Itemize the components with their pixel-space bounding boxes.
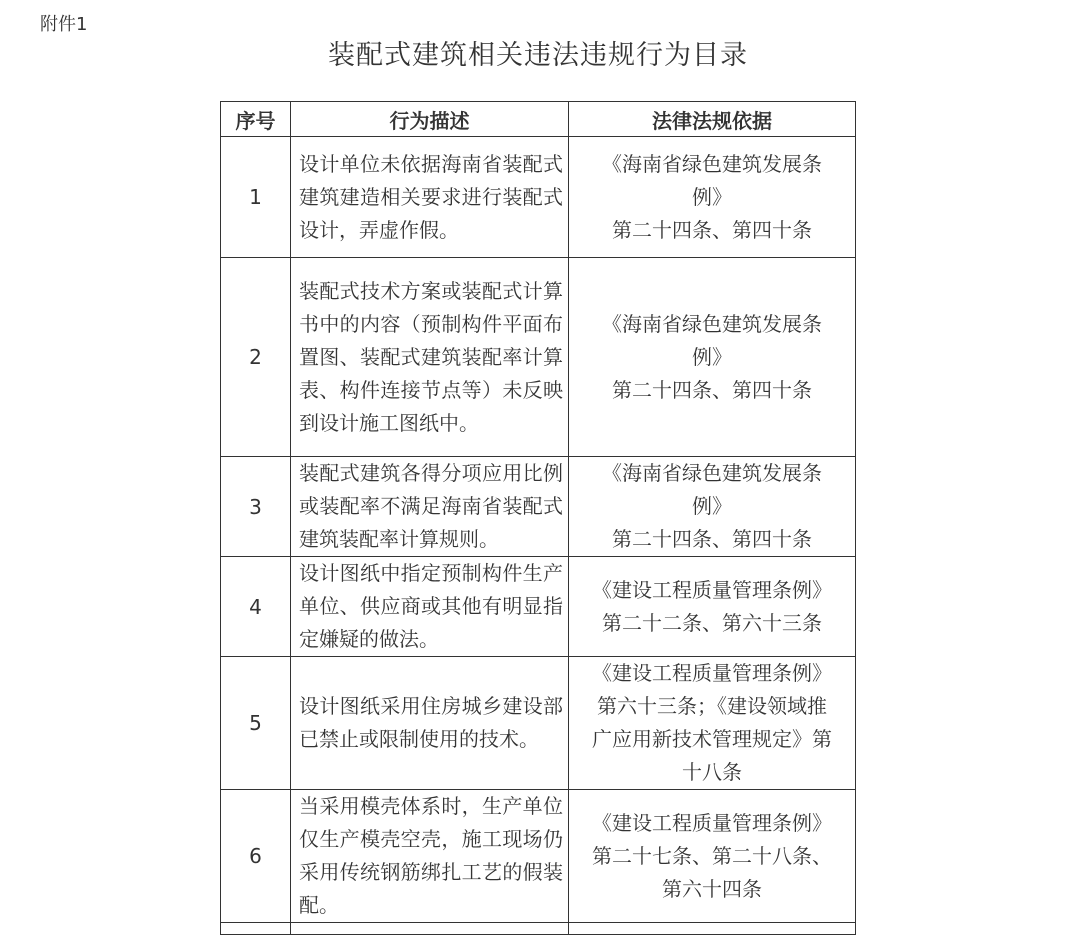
row-serial-number: 6 <box>221 790 291 923</box>
attachment-label: 附件1 <box>40 14 88 35</box>
legal-basis-line: 《海南省绿色建筑发展条 <box>602 311 822 336</box>
row-behavior-description: 设计单位未依据海南省装配式建筑建造相关要求进行装配式设计，弄虚作假。 <box>291 137 569 258</box>
legal-basis-line: 第二十七条、第二十八条、 <box>592 843 832 868</box>
row-behavior-description: 设计图纸中指定预制构件生产单位、供应商或其他有明显指定嫌疑的做法。 <box>291 557 569 657</box>
legal-basis-line: 《建设工程质量管理条例》 <box>592 661 832 685</box>
legal-basis-line: 第二十四条、第四十条 <box>612 527 812 551</box>
partial-cell <box>291 923 569 935</box>
row-serial-number: 2 <box>221 258 291 457</box>
legal-basis-line: 广应用新技术管理规定》第 <box>592 727 832 751</box>
legal-basis-line: 《建设工程质量管理条例》 <box>592 577 832 602</box>
header-serial-number: 序号 <box>221 102 291 137</box>
table-row <box>221 457 856 557</box>
table-body <box>221 137 856 935</box>
row-serial-number: 3 <box>221 457 291 557</box>
legal-basis-line: 第六十四条 <box>662 876 762 901</box>
legal-basis-line: 第六十三条；《建设领域推 <box>597 694 827 718</box>
legal-basis-line: 第二十四条、第四十条 <box>612 377 812 402</box>
legal-basis-line: 《海南省绿色建筑发展条 <box>602 151 822 176</box>
header-behavior-description: 行为描述 <box>291 102 569 137</box>
row-legal-basis <box>569 457 856 557</box>
row-serial-number: 1 <box>221 137 291 258</box>
legal-basis-line: 第二十四条、第四十条 <box>612 217 812 242</box>
row-behavior-description: 当采用模壳体系时，生产单位仅生产模壳空壳，施工现场仍采用传统钢筋绑扎工艺的假装配。 <box>291 790 569 923</box>
legal-basis-line: 十八条 <box>682 760 742 784</box>
legal-basis-line: 《海南省绿色建筑发展条 <box>602 461 822 485</box>
table-row-partial <box>221 923 856 935</box>
partial-cell <box>221 923 291 935</box>
legal-basis-line: 例》 <box>692 344 732 369</box>
table-row <box>221 258 856 457</box>
row-serial-number: 5 <box>221 657 291 790</box>
legal-basis-line: 例》 <box>692 184 732 209</box>
table-row <box>221 137 856 258</box>
partial-cell <box>569 923 856 935</box>
legal-basis-line: 例》 <box>692 494 732 518</box>
row-serial-number: 4 <box>221 557 291 657</box>
row-behavior-description: 设计图纸采用住房城乡建设部已禁止或限制使用的技术。 <box>291 657 569 790</box>
row-legal-basis <box>569 557 856 657</box>
row-behavior-description: 装配式技术方案或装配式计算书中的内容（预制构件平面布置图、装配式建筑装配率计算表、构件连接节点等）未反映到设计施工图纸中。 <box>291 258 569 457</box>
row-legal-basis <box>569 258 856 457</box>
legal-basis-line: 《建设工程质量管理条例》 <box>592 810 832 835</box>
row-legal-basis <box>569 790 856 923</box>
header-legal-basis: 法律法规依据 <box>569 102 856 137</box>
legal-basis-line: 第二十二条、第六十三条 <box>602 610 822 635</box>
table-row <box>221 657 856 790</box>
row-legal-basis <box>569 657 856 790</box>
table-header-row <box>221 102 856 137</box>
row-legal-basis <box>569 137 856 258</box>
document-title: 装配式建筑相关违法违规行为目录 <box>328 40 748 71</box>
violations-table <box>220 101 856 935</box>
table-row <box>221 557 856 657</box>
row-behavior-description: 装配式建筑各得分项应用比例或装配率不满足海南省装配式建筑装配率计算规则。 <box>291 457 569 557</box>
table-row <box>221 790 856 923</box>
